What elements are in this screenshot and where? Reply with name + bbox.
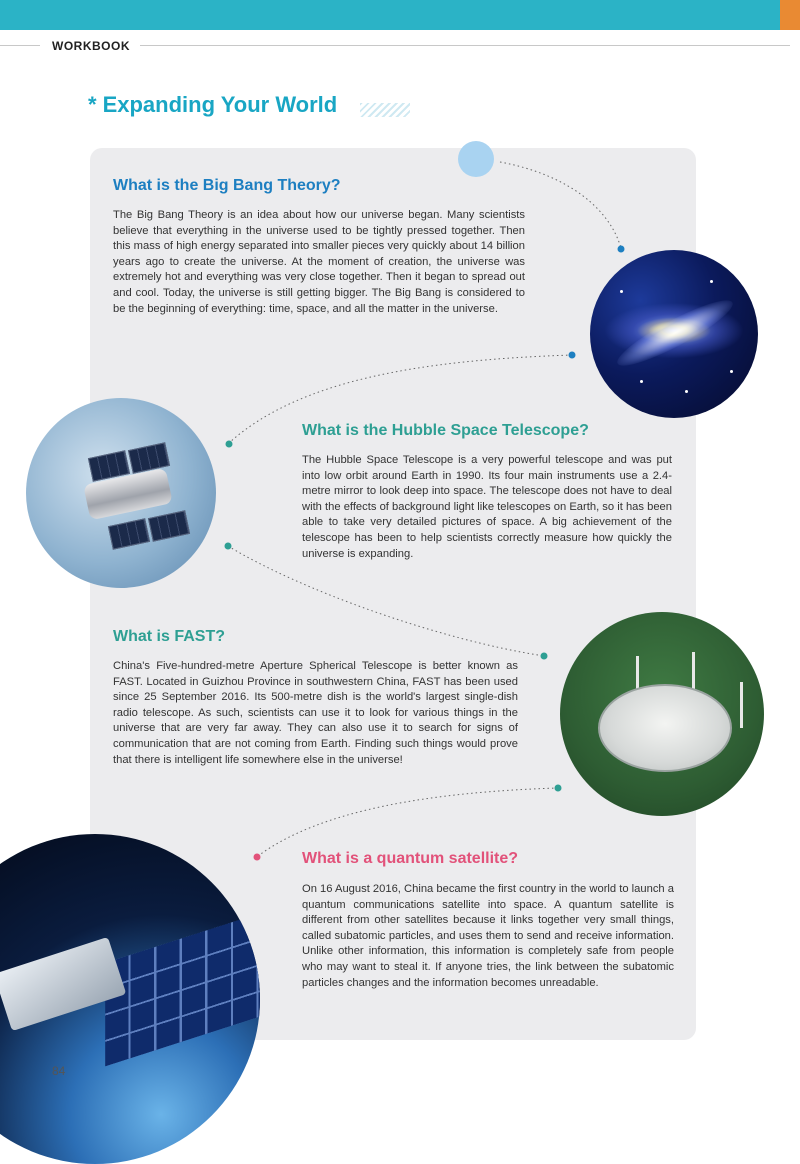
article-heading: What is FAST? bbox=[113, 628, 225, 645]
page-number: 84 bbox=[52, 1064, 66, 1078]
bullet-star-icon: * bbox=[88, 92, 97, 117]
article-body: The Hubble Space Telescope is a very powerful telescope and was put into low orbit around Earth in 1990. Its four main instruments use a 2.4-metre mirror to look deep into space. The telescope does not have to deal with the effects of background light like telescopes on Earth, so it has been able to take very detailed pictures of space. A big achievement of the telescope has been to help scientists correctly measure how quickly the universe is expanding. bbox=[302, 454, 672, 560]
article-heading: What is the Hubble Space Telescope? bbox=[302, 422, 589, 439]
article-heading: What is the Big Bang Theory? bbox=[113, 177, 341, 194]
section-title-text: Expanding Your World bbox=[102, 92, 338, 117]
running-header: WORKBOOK bbox=[52, 39, 130, 53]
fast-telescope-image bbox=[560, 612, 764, 816]
article-body: China's Five-hundred-metre Aperture Spherical Telescope is better known as FAST. Located in Guizhou Province in southwestern China, FAST has been used since 25 September 2016. Its 500-metre dish is the world's largest single-dish radio telescope. As such, scientists can use it to look for various things in the universe that are very far away. They can also use it to search for signs of communication that are not coming from Earth. Finding such things would prove that there is intelligent life somewhere else in the universe! bbox=[113, 660, 518, 766]
article-body: On 16 August 2016, China became the first country in the world to launch a quantum communications satellite into space. A quantum satellite is different from other satellites because it links together very small things, called subatomic particles, and uses them to send and receive information. Unlike other information, this information is completely safe from people who may want to steal it. If anyone tries, the link between the subatomic particles changes and the information becomes unreadable. bbox=[302, 883, 674, 989]
article-heading: What is a quantum satellite? bbox=[302, 850, 519, 867]
hubble-telescope-image bbox=[26, 398, 216, 588]
article-body: The Big Bang Theory is an idea about how our universe began. Many scientists believe that everything in the universe used to be tightly pressed together. Then this mass of high energy separated into smaller pieces very quickly about 14 billion years ago to create the universe. At the moment of creation, the universe was extremely hot and everything was very close together. Then it began to spread out and cool. Today, the universe is still getting bigger. The Big Bang is considered to be the beginning of everything: time, space, and all the matter in the universe. bbox=[113, 209, 525, 315]
galaxy-image bbox=[590, 250, 758, 418]
